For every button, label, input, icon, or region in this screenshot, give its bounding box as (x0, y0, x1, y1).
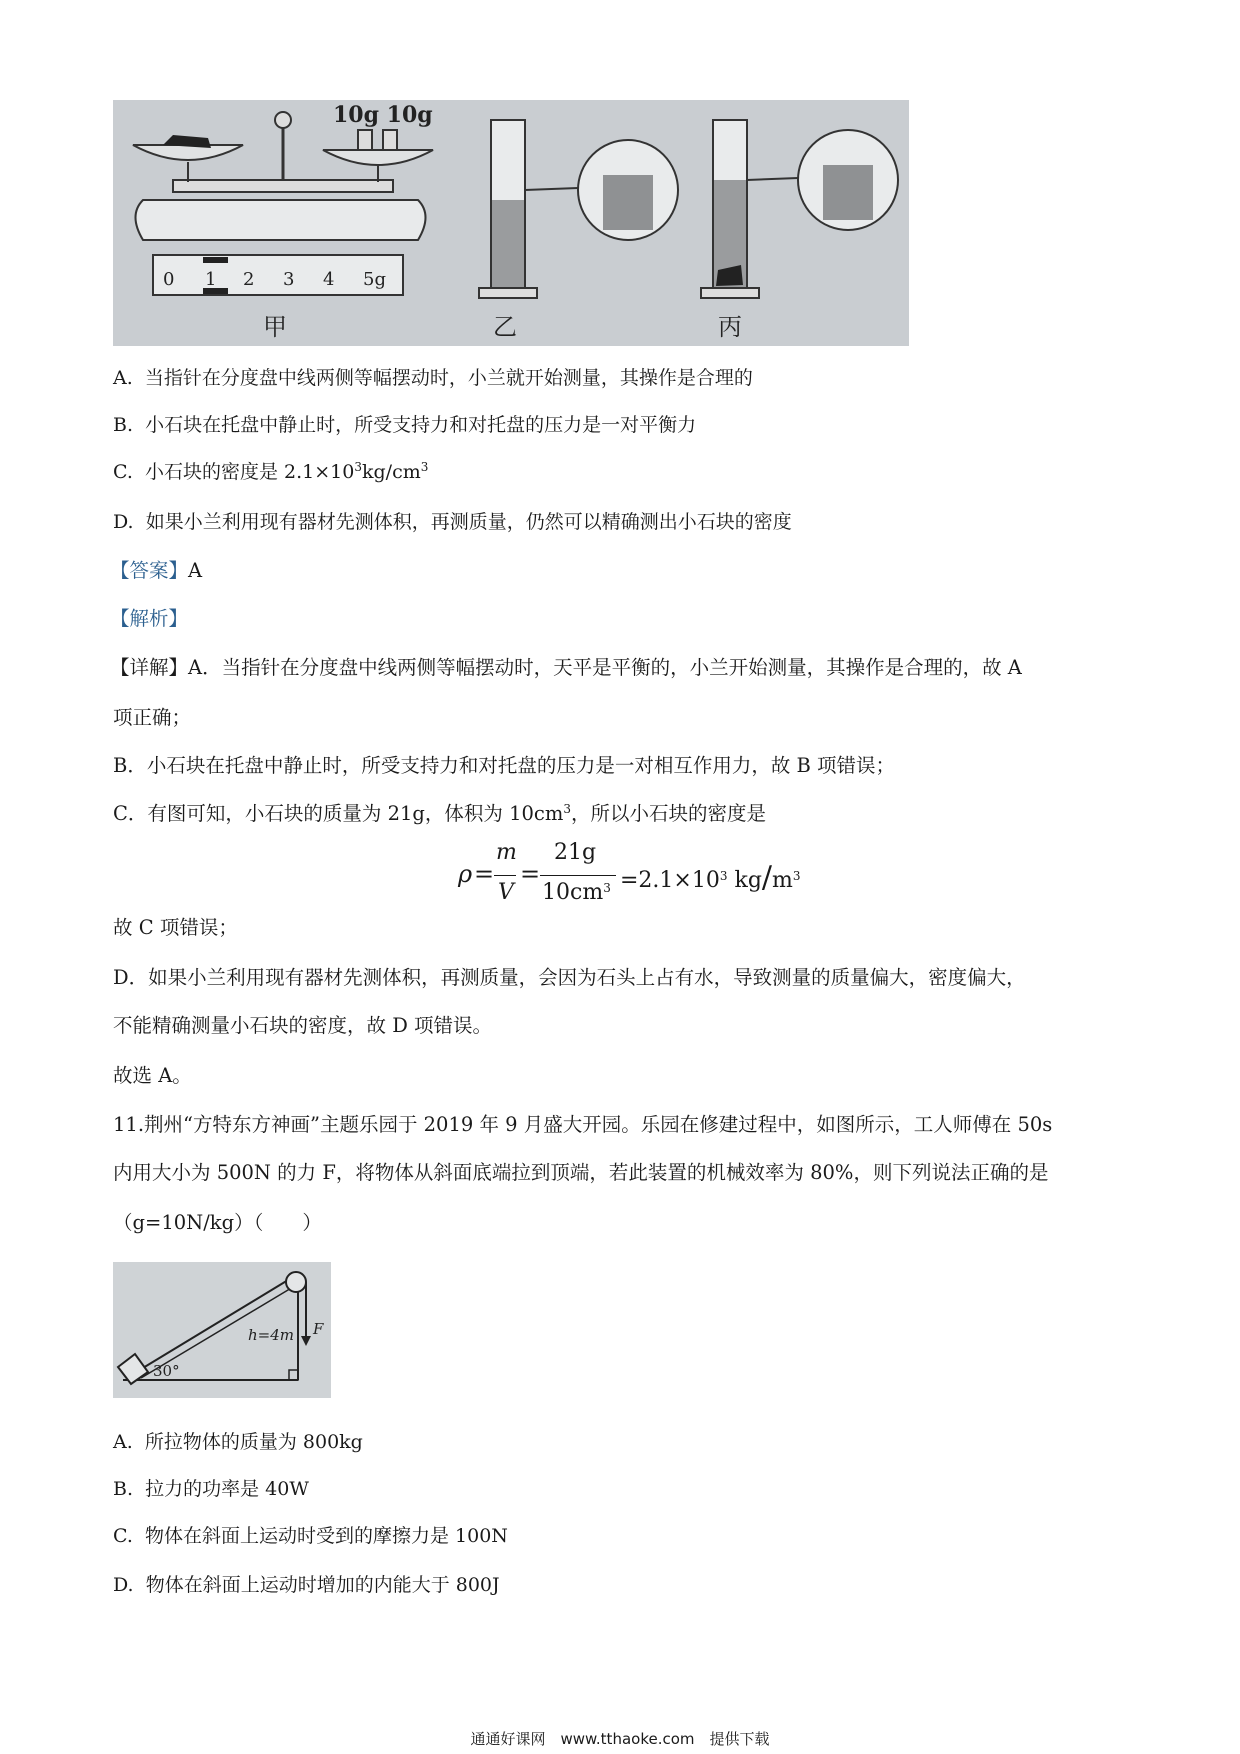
height-label: h=4m (248, 1326, 294, 1344)
scale-tick-5: 5g (363, 269, 386, 290)
option-letter: A. (113, 367, 133, 389)
option-letter: C. (113, 1525, 133, 1547)
superscript: 3 (354, 460, 362, 474)
superscript: 3 (563, 802, 571, 816)
q10-option-c (113, 460, 428, 484)
option-letter: B. (113, 414, 134, 436)
q10-option-d (113, 510, 792, 534)
label-jia: 甲 (263, 313, 287, 341)
q11-line-2: 内用大小为 500N 的力 F，将物体从斜面底端拉到顶端，若此装置的机械效率为 80%，则下列说法正确的是 (113, 1161, 1049, 1184)
force-label: F (313, 1320, 324, 1338)
formula-result: $=2.1\times 10^3$ $kg/m^3$ (620, 860, 801, 895)
scale-tick-3: 3 (283, 269, 295, 290)
option-text: 拉力的功率是 40W (145, 1478, 309, 1500)
detail-line-4 (113, 802, 766, 826)
figure-inclined-plane (113, 1262, 331, 1398)
detail-line-3: B．小石块在托盘中静止时，所受支持力和对托盘的压力是一对相互作用力，故 B 项错误； (113, 754, 896, 777)
scale-tick-1: 1 (205, 269, 217, 290)
q11-option-c (113, 1524, 508, 1548)
detail-line-2: 项正确； (113, 706, 192, 729)
formula-rho: ρ (458, 860, 473, 888)
detail-line-7: 不能精确测量小石块的密度，故 D 项错误。 (113, 1014, 493, 1037)
fraction-bar (540, 875, 616, 876)
page-footer: 通通好课网 www.tthaoke.com 提供下载 (470, 1730, 770, 1748)
formula-eq2: = (520, 860, 541, 888)
formula-eq: = (474, 860, 495, 888)
q11-line-3: （g=10N/kg）（ ） (113, 1211, 322, 1234)
formula-V: V (498, 880, 514, 905)
option-text: 小石块的密度是 2.1×10 (145, 461, 355, 483)
answer-line (110, 559, 202, 583)
detail-line-8: 故选 A。 (113, 1064, 192, 1087)
option-letter: D. (113, 511, 134, 533)
q11-line-1: 11.荆州“方特东方神画”主题乐园于 2019 年 9 月盛大开园。乐园在修建过程中，如图所示，工人师傅在 50s (113, 1113, 1053, 1136)
option-letter: B. (113, 1478, 134, 1500)
option-letter: A. (113, 1431, 133, 1453)
q10-option-b (113, 413, 696, 437)
superscript: 3 (420, 460, 429, 474)
fraction-bar (494, 875, 516, 876)
detail-line-1: 【详解】A．当指针在分度盘中线两侧等幅摆动时，天平是平衡的，小兰开始测量，其操作是合理的，故 A (110, 656, 1022, 679)
q11-option-b (113, 1477, 309, 1501)
label-yi: 乙 (493, 313, 517, 341)
option-text: 小石块在托盘中静止时，所受支持力和对托盘的压力是一对平衡力 (145, 414, 697, 436)
detail-line-4-text: C．有图可知，小石块的质量为 21g，体积为 10cm (113, 802, 564, 825)
angle-label: 30° (153, 1362, 180, 1380)
option-letter: D. (113, 1574, 134, 1596)
detail-line-6: D．如果小兰利用现有器材先测体积，再测质量，会因为石头上占有水，导致测量的质量偏大，密度偏大， (113, 966, 1026, 989)
option-text: 当指针在分度盘中线两侧等幅摆动时，小兰就开始测量，其操作是合理的 (144, 367, 753, 389)
label-bing: 丙 (718, 313, 742, 341)
detail-line-4-text-end: ，所以小石块的密度是 (570, 802, 766, 825)
scale-tick-2: 2 (243, 269, 255, 290)
q10-option-a (113, 366, 753, 390)
option-text: 物体在斜面上运动时增加的内能大于 800J (145, 1574, 500, 1596)
figure-balance-cylinders (113, 100, 909, 346)
q11-option-a (113, 1430, 363, 1454)
formula-den: $10cm^3$ (542, 880, 611, 905)
option-text: 所拉物体的质量为 800kg (144, 1431, 363, 1453)
q11-option-d (113, 1573, 500, 1597)
option-letter: C. (113, 461, 133, 483)
option-text: 物体在斜面上运动时受到的摩擦力是 100N (145, 1525, 508, 1547)
weights-label: 10g 10g (333, 102, 433, 128)
analysis-label: 【解析】 (110, 607, 189, 630)
scale-tick-0: 0 (163, 269, 175, 290)
formula-num: 21g (554, 840, 597, 865)
formula-m: m (496, 840, 517, 865)
option-text: 如果小兰利用现有器材先测体积，再测质量，仍然可以精确测出小石块的密度 (145, 511, 792, 533)
scale-tick-4: 4 (323, 269, 335, 290)
answer-value: A (188, 559, 203, 582)
answer-label: 【答案】 (110, 559, 189, 582)
detail-line-5: 故 C 项错误； (113, 916, 238, 939)
option-text-unit: kg/cm (362, 461, 421, 483)
